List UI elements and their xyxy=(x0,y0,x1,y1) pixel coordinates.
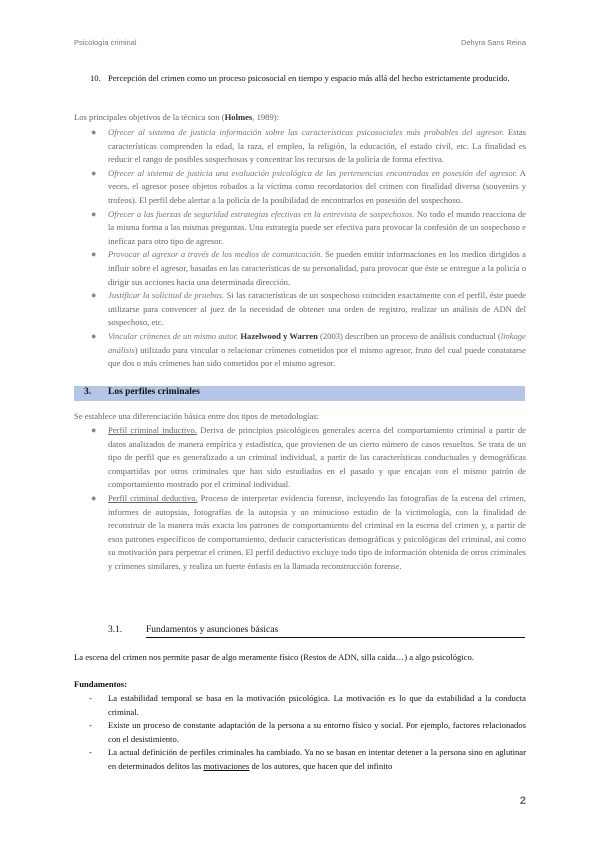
list-item xyxy=(91,167,526,208)
method-text: Deriva de principios psicológicos generales acerca del comportamiento criminal a partir de datos analizados de manera empírica y estadística, que provienen de un cierto número de casos resueltos. Se trata de un tipo de perfil que es generalizado a un criminal individual, a partir de las características conductuales y demográficas compartidas por otros criminales que han sido estudiados en el pasado y que encajan con el mismo patrón de comportamiento mostrado por el criminal individual. xyxy=(108,425,526,490)
bullet-icon: ● xyxy=(91,425,97,435)
header-left: Psicología criminal xyxy=(74,38,137,47)
objective-lead: Provocar al agresor a través de los medios de comunicación. xyxy=(108,249,323,260)
objective-lead: Justificar la solicitud de pruebas. xyxy=(108,290,225,301)
list-item xyxy=(91,289,526,330)
bullet-icon: ● xyxy=(91,492,97,503)
method-term: Perfil criminal inductivo. xyxy=(108,425,197,435)
bullet-icon: ● xyxy=(91,290,97,301)
list-item xyxy=(89,746,526,773)
list-item xyxy=(91,424,526,492)
fundamentos-list xyxy=(89,692,526,774)
bullet-icon: ● xyxy=(91,330,97,341)
bullet-icon: ● xyxy=(91,167,97,178)
subsection-title: Fundamentos y asunciones básicas xyxy=(146,625,279,635)
fundamento-text: La actual definición de perfiles criminales ha cambiado. Ya no se basan en intentar detener a la persona sino en aglutinar en determinados delitos las xyxy=(108,747,526,771)
section-intro: Se establece una diferenciación básica entre dos tipos de metodologías: xyxy=(74,411,320,421)
list-item xyxy=(89,719,526,746)
methods-list xyxy=(91,424,527,574)
fundamentos-label: Fundamentos: xyxy=(74,679,128,689)
header-right: Dehyra Sans Reina xyxy=(460,38,526,47)
objective-lead: Ofrecer al sistema de justicia una evaluación psicológica de las pertenencias encontradas en posesión del agresor. xyxy=(108,167,518,178)
dash-icon: - xyxy=(89,720,92,731)
section-title: Los perfiles criminales xyxy=(108,387,200,397)
intro-text: Los principales objetivos de la técnica son ( xyxy=(74,112,225,122)
list-item xyxy=(91,126,527,167)
intro-tail: , 1989): xyxy=(252,112,280,122)
author-ref: Hazelwood y Warren xyxy=(240,330,318,341)
bullet-icon: ● xyxy=(91,249,97,260)
objective-text: ) utilizado para vincular o relacionar crímenes cometidos por el mismo agresor, fruto del cual puede constatarse que dos o más crímenes han sido cometidos por el mismo agresor. xyxy=(108,344,526,369)
objective-text: Se pueden emitir informaciones en los medios dirigidos a influir sobre el agresor, basadas en las características de su personalidad, para provocar que éste se entregue a la policía o dirigir sus acciones hacia una determinada dirección. xyxy=(108,249,526,287)
fundamento-text: La estabilidad temporal se basa en la motivación psicológica. La motivación es lo que da estabilidad a la conducta criminal. xyxy=(108,693,526,717)
objective-lead: Ofrecer a las fuerzas de seguridad estrategias efectivas en la entrevista de sospechosos. xyxy=(108,208,415,219)
bullet-icon: ● xyxy=(91,127,97,137)
list-item xyxy=(89,692,526,719)
section-number: 3. xyxy=(84,387,92,397)
method-term: Perfil criminal deductivo. xyxy=(108,492,198,503)
objectives-list xyxy=(91,126,527,371)
subsection-underline xyxy=(146,637,525,638)
list-item xyxy=(91,248,526,289)
objective-text: Estas características comprenden la edad, la raza, el empleo, la religión, la educación, el estado civil, etc. La finalidad es reducir el rango de posibles sospechosos y concentrar los recursos de la policía de forma efectiva. xyxy=(108,127,527,165)
list-item xyxy=(91,492,527,574)
objective-text: A veces, el agresor posee objetos robados a la víctima como recordatorios del crimen con finalidad diversa (souvenirs y trofeos). El perfil debe alertar a la policía de la posibilidad de encontrarlos en posesión del sospechoso. xyxy=(108,167,526,205)
objective-text: Si las características de un sospechoso coinciden exactamente con el perfil, éste puede utilizarse para convencer al juez de la necesidad de obtener una orden de registro, realizar un análisis de ADN del sospechoso, etc. xyxy=(108,290,526,328)
scene-paragraph: La escena del crimen nos permite pasar de algo meramente físico (Restos de ADN, silla caída…) a algo psicológico. xyxy=(74,652,474,662)
linkage-term: linkage análisis xyxy=(108,330,526,355)
bullet-icon: ● xyxy=(91,208,97,219)
subsection-number: 3.1. xyxy=(108,625,123,635)
fundamento-text: Existe un proceso de constante adaptación de la persona a su entorno físico y social. Por ejemplo, factores relacionados con el desistimiento. xyxy=(108,720,526,744)
list-number: 10. xyxy=(90,73,101,83)
objective-text: (2003) describen un proceso de análisis conductual ( xyxy=(317,330,501,341)
list-item xyxy=(91,330,526,371)
underlined-term: motivaciones xyxy=(203,760,250,771)
page-number: 2 xyxy=(519,795,526,807)
list-item xyxy=(91,208,526,249)
dash-icon: - xyxy=(89,747,92,758)
objective-lead: Ofrecer al sistema de justicia información sobre las características psicosociales más probables del agresor. xyxy=(108,127,505,137)
objectives-intro xyxy=(74,111,279,125)
objective-lead: Vincular crímenes de un mismo autor. xyxy=(108,330,239,341)
dash-icon: - xyxy=(89,693,92,703)
author-ref: Holmes xyxy=(224,112,253,122)
objective-text: No todo el mundo reacciona de la misma forma a las mismas preguntas. Una estrategia puede ser efectiva para provocar la confesión de un sospechoso e ineficaz para otro tipo de agresor. xyxy=(108,208,526,246)
fundamento-text: de los autores, que hacen que del infinito xyxy=(249,760,393,771)
list-item-10: Percepción del crimen como un proceso psicosocial en tiempo y espacio más allá del hecho estrictamente producido. xyxy=(108,73,510,83)
method-text: Proceso de interpretar evidencia forense, incluyendo las fotografías de la escena del crimen, informes de autopsias, fotografías de la autopsia y un minucioso estudio de la victimología, con la finalidad de reconstruir de la manera más exacta los patrones de comportamiento del criminal en la escena del crimen y, a partir de esos patrones específicos de comportamiento, deducir características demográficas y psicológicas del criminal, así como su motivación para perpetrar el crimen. El perfil deductivo excluye todo tipo de información obtenida de otros criminales y crímenes similares, y realiza un fuerte énfasis en la llamada reconstrucción forense. xyxy=(108,492,527,571)
